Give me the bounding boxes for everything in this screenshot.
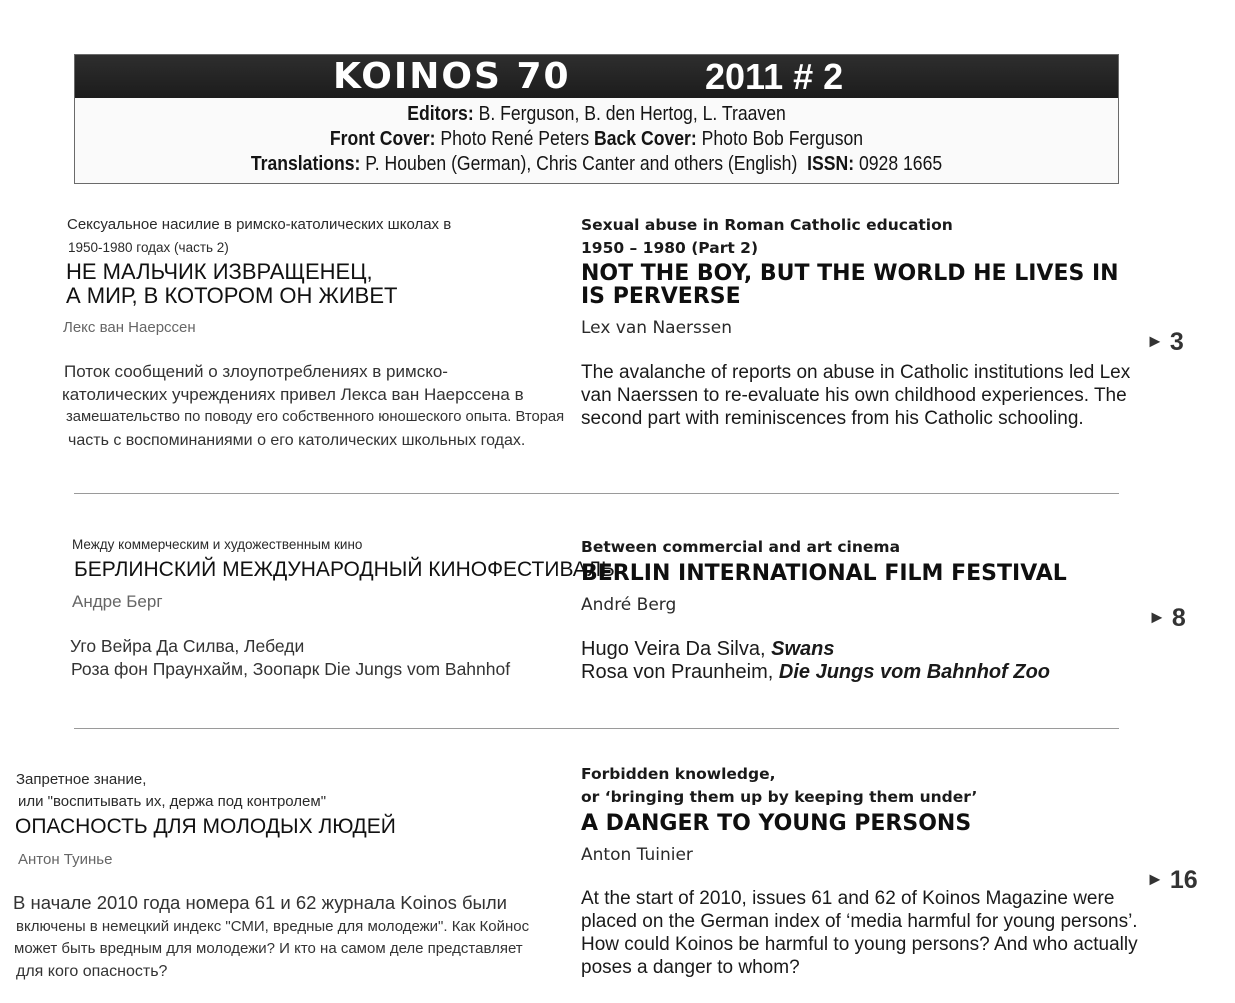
divider	[74, 493, 1119, 494]
masthead-bar	[75, 55, 1118, 98]
article-1-ru-body-1: Поток сообщений о злоупотреблениях в римско-	[64, 362, 448, 381]
article-3-en-title: A DANGER TO YOUNG PERSONS	[581, 811, 972, 836]
article-1-en-body-3: second part with reminiscences from his Catholic schooling.	[581, 408, 1084, 429]
article-1-ru-kicker-1: Сексуальное насилие в римско-католических школах в	[67, 216, 452, 233]
divider	[74, 728, 1119, 729]
back-cover-credit: Photo Bob Ferguson	[701, 128, 864, 150]
covers-line	[138, 127, 1056, 151]
article-3-en-body-2: placed on the German index of ‘media harmful for young persons’.	[581, 911, 1138, 932]
article-1-en-body-2: van Naerssen to re-evaluate his own childhood experiences. The	[581, 385, 1127, 406]
translations-line	[138, 152, 1056, 176]
masthead	[74, 54, 1119, 184]
article-1-en-body-1: The avalanche of reports on abuse in Catholic institutions led Lex	[581, 362, 1131, 383]
film-director-1: Hugo Veira Da Silva,	[581, 638, 772, 660]
issn-value: 0928 1665	[858, 153, 943, 175]
article-3-ru-kicker-1: Запретное знание,	[16, 771, 147, 788]
article-3-ru-body-3: может быть вредным для молодежи? И кто на самом деле представляет	[14, 940, 523, 957]
editors-line	[138, 102, 1056, 126]
article-2-en-author: André Berg	[581, 595, 677, 615]
article-3-en-author: Anton Tuinier	[581, 845, 693, 865]
article-3-ru-kicker-2: или "воспитывать их, держа под контролем"	[18, 793, 327, 810]
arrow-right-icon: ►	[1146, 331, 1164, 351]
front-cover-label: Front Cover:	[329, 128, 436, 150]
article-1-ru-author: Лекс ван Наерссен	[63, 319, 196, 336]
film-title-1: Swans	[771, 638, 835, 660]
article-3-en-body-1: At the start of 2010, issues 61 and 62 of Koinos Magazine were	[581, 888, 1115, 909]
article-2-ru-kicker: Между коммерческим и художественным кино	[72, 537, 363, 552]
editors-names: B. Ferguson, B. den Hertog, L. Traaven	[478, 103, 786, 125]
article-1-ru-title-1: НЕ МАЛЬЧИК ИЗВРАЩЕНЕЦ,	[66, 259, 373, 284]
front-cover-credit: Photo René Peters	[440, 128, 590, 150]
article-2-en-title: BERLIN INTERNATIONAL FILM FESTIVAL	[581, 561, 1067, 586]
article-1-ru-title-2: А МИР, В КОТОРОМ ОН ЖИВЕТ	[66, 283, 398, 308]
article-1-ru-body-2: католических учреждениях привел Лекса ван Наерссена в	[62, 385, 524, 404]
article-3-ru-body-4: для кого опасность?	[16, 963, 168, 980]
page-ref-8[interactable]	[1148, 604, 1186, 633]
magazine-title: KOINOS 70	[333, 56, 571, 97]
issn-label: ISSN:	[807, 153, 855, 175]
article-3-ru-author: Антон Туинье	[18, 851, 113, 868]
arrow-right-icon: ►	[1148, 607, 1166, 627]
article-1-en-author: Lex van Naerssen	[581, 318, 732, 338]
article-2-ru-body-2: Роза фон Праунхайм, Зоопарк Die Jungs vom Bahnhof	[71, 659, 511, 679]
article-1-ru-kicker-2: 1950-1980 годах (часть 2)	[68, 240, 229, 255]
article-1-en-kicker-1: Sexual abuse in Roman Catholic education	[581, 216, 953, 234]
page-ref-16[interactable]	[1146, 866, 1198, 895]
article-3-en-body-4: poses a danger to whom?	[581, 957, 800, 978]
page-number: 8	[1171, 604, 1186, 632]
article-2-ru-author: Андре Берг	[72, 592, 163, 611]
article-3-ru-body-1: В начале 2010 года номера 61 и 62 журнала Koinos были	[13, 892, 507, 913]
translations-label: Translations:	[250, 153, 361, 175]
film-title-2: Die Jungs vom Bahnhof Zoo	[778, 661, 1051, 683]
article-3-en-body-3: How could Koinos be harmful to young persons? And who actually	[581, 934, 1138, 955]
article-2-en-body-2	[581, 661, 1050, 684]
article-1-ru-body-3: замешательство по поводу его собственного юношеского опыта. Вторая	[66, 409, 565, 425]
article-1-en-kicker-2: 1950 – 1980 (Part 2)	[581, 239, 759, 257]
page-number: 3	[1169, 328, 1184, 356]
editors-label: Editors:	[407, 103, 474, 125]
article-2-ru-body-1: Уго Вейра Да Силва, Лебеди	[70, 636, 305, 656]
article-2-en-body-1	[581, 638, 1050, 661]
page-ref-3[interactable]	[1146, 328, 1184, 357]
article-3-ru-body-2: включены в немецкий индекс "СМИ, вредные для молодежи". Как Койнос	[16, 918, 530, 935]
article-1-en-title-1: NOT THE BOY, BUT THE WORLD HE LIVES IN	[581, 261, 1119, 286]
back-cover-label: Back Cover:	[594, 128, 697, 150]
arrow-right-icon: ►	[1146, 869, 1164, 889]
article-3-en-kicker-2: or ‘bringing them up by keeping them under’	[581, 788, 978, 806]
translations-credit: P. Houben (German), Chris Canter and others (English)	[365, 153, 798, 175]
article-2-en-kicker: Between commercial and art cinema	[581, 538, 901, 556]
article-2-ru-title: БЕРЛИНСКИЙ МЕЖДУНАРОДНЫЙ КИНОФЕСТИВАЛЬ	[74, 558, 615, 581]
article-1-en-title-2: IS PERVERSE	[581, 284, 741, 309]
page-number: 16	[1169, 866, 1198, 894]
issue-number: 2011 # 2	[705, 56, 844, 97]
article-1-ru-body-4: часть с воспоминаниями о его католических школьных годах.	[68, 432, 526, 449]
article-3-ru-title: ОПАСНОСТЬ ДЛЯ МОЛОДЫХ ЛЮДЕЙ	[15, 815, 396, 838]
article-3-en-kicker-1: Forbidden knowledge,	[581, 765, 776, 783]
article-3-en-body	[581, 887, 1138, 979]
film-director-2: Rosa von Praunheim,	[581, 661, 779, 683]
article-1-en-body	[581, 361, 1130, 430]
article-2-en-body	[581, 638, 1050, 684]
